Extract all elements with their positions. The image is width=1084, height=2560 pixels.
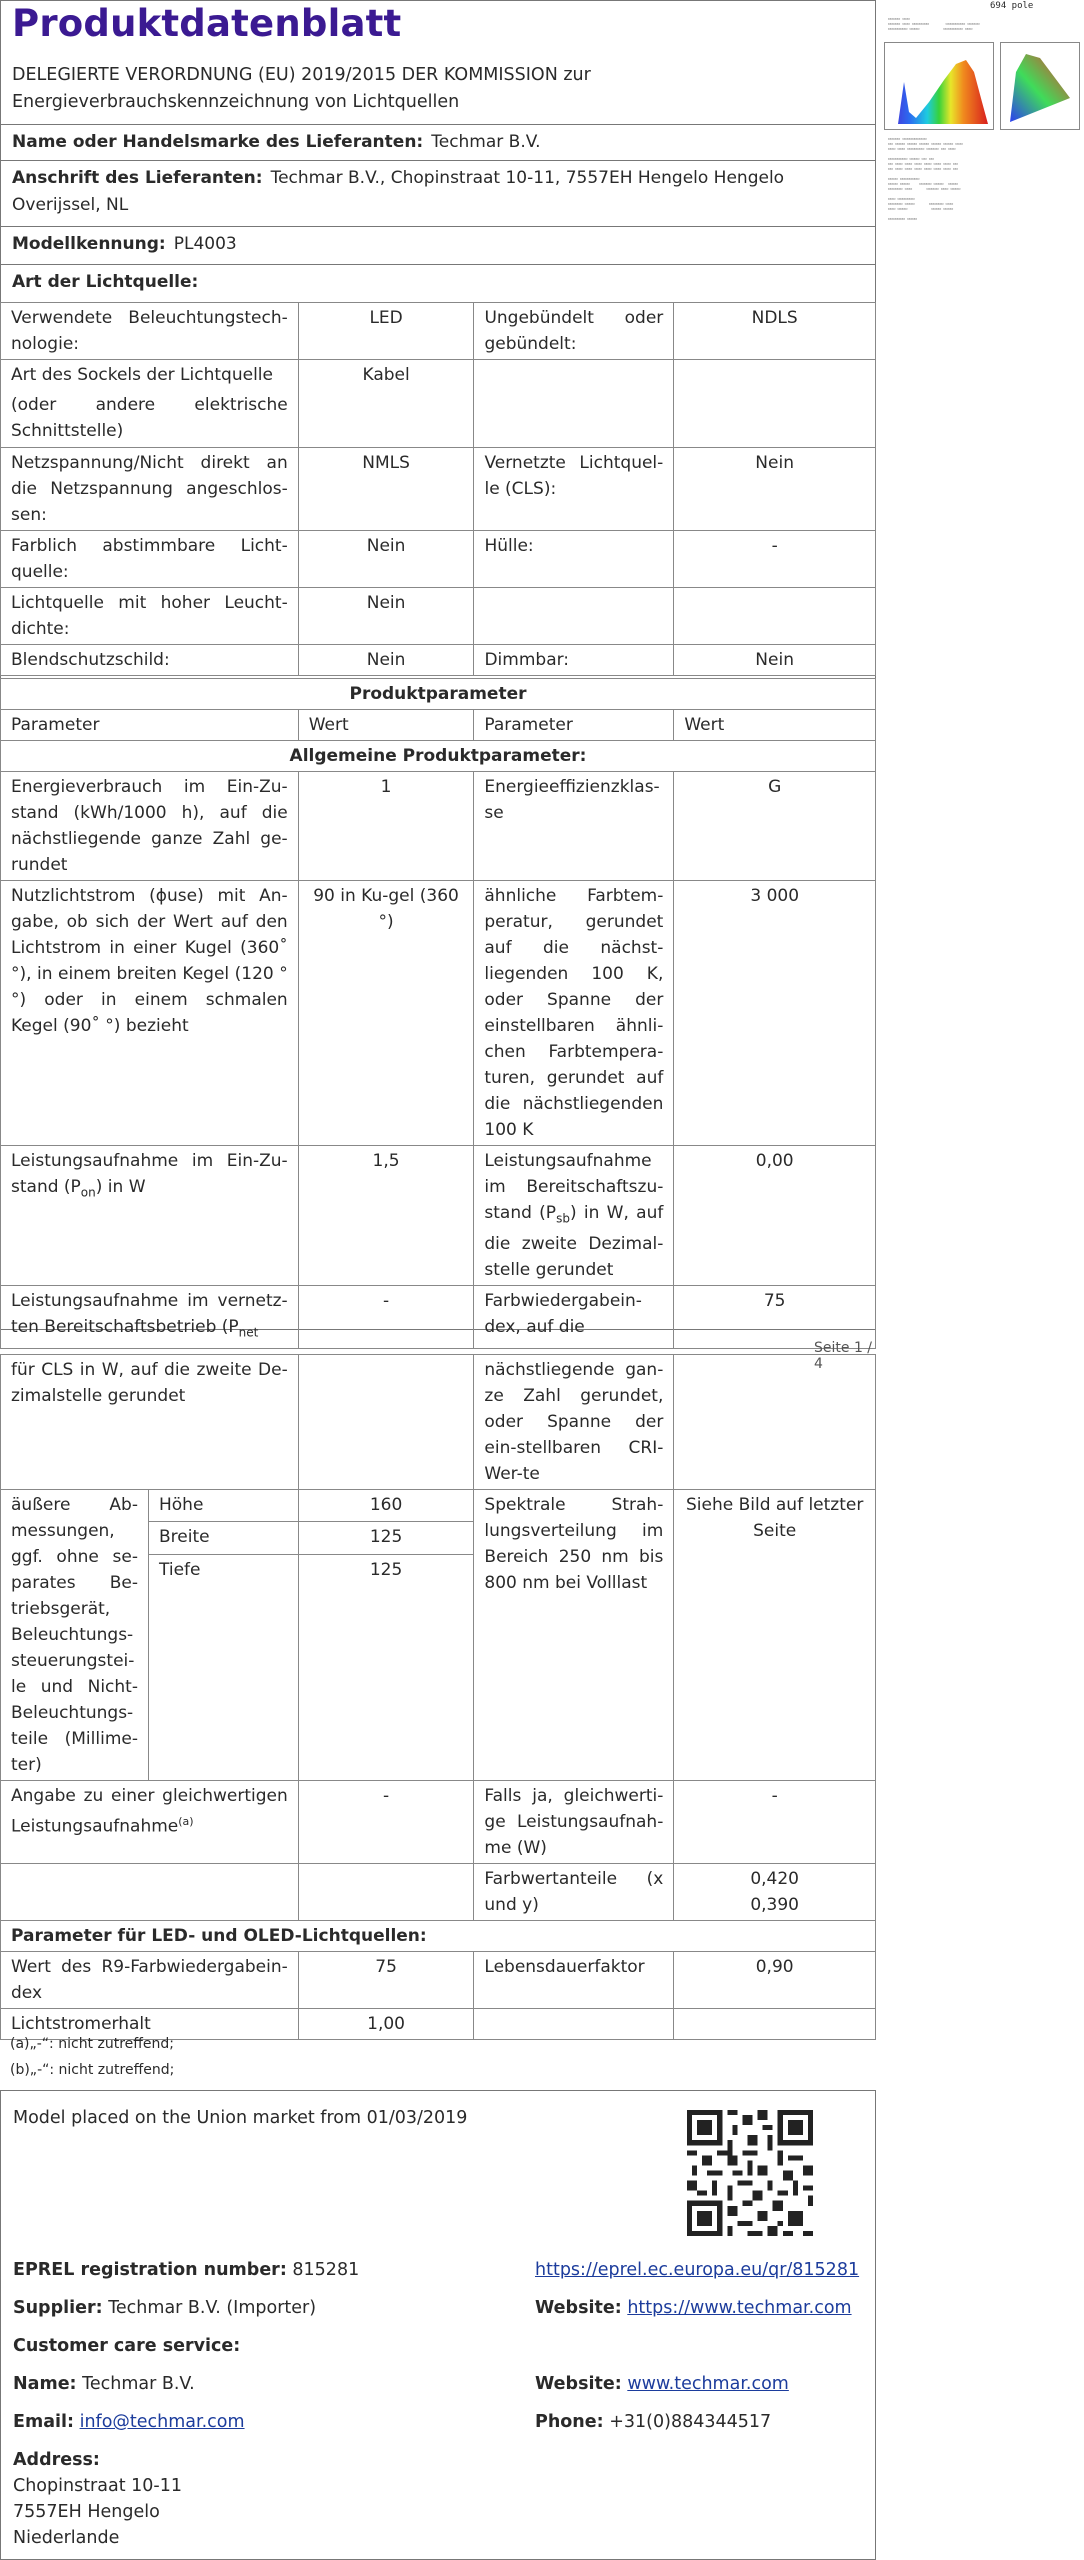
- cell-label: Farbwiedergabein-dex, auf die: [474, 1286, 674, 1348]
- footnote-ref: (a): [178, 1815, 194, 1828]
- parameter-table-continued: [0, 1354, 876, 2040]
- qr-code-icon: [687, 2110, 813, 2236]
- cell-value: Nein: [298, 531, 474, 588]
- cell-label: Vernetzte Lichtquel-le (CLS):: [474, 448, 674, 531]
- side-text-block-2: ▭▭▭▭▭ ▭▭▭▭▭▭▭▭▭▭ ▭▭ ▭▭▭▭ ▭▭▭▭ ▭▭▭▭ ▭▭▭▭ ▭▭▭▭ ▭▭▭ ▭▭▭ ▭▭▭ ▭▭▭▭▭▭▭ ▭▭▭▭▭ ▭▭ ▭▭▭ ▭▭▭▭▭▭▭▭ ▭▭▭▭ ▭▭ ▭▭ ▭▭ ▭▭▭ ▭▭▭ ▭▭▭ ▭▭▭ ▭▭▭ ▭▭▭ ▭▭ ▭▭ ▭▭▭ ▭▭▭ ▭▭▭ ▭▭▭ ▭▭▭ ▭▭▭ ▭▭ ▭▭▭▭ ▭▭▭▭▭▭▭▭ ▭▭▭▭ ▭▭▭▭ ▭▭▭▭▭ ▭▭▭▭ ▭▭▭▭ ▭▭▭▭▭▭ ▭▭▭ ▭▭▭▭▭ ▭▭▭ ▭▭▭▭ ▭▭▭ ▭▭▭▭▭▭▭ ▭▭▭▭▭▭ ▭▭▭▭ ▭▭▭▭▭▭ ▭▭▭ ▭▭▭ ▭▭▭▭ ▭▭▭▭ ▭▭▭▭ ▭▭▭▭▭▭▭ ▭▭▭▭: [888, 136, 963, 221]
- cell-label: [1, 360, 299, 448]
- supplier-address-value: Techmar B.V., Chopinstraat 10-11, 7557EH Hengelo Hengelo Overijssel, NL: [12, 168, 785, 215]
- standby-label: Leistungsaufnahme im Bereitschaftszu-stand (P: [484, 1151, 664, 1223]
- cell-value: 1,00: [298, 2009, 474, 2040]
- lightsource-table: [0, 302, 876, 676]
- eprel-registration: [13, 2257, 359, 2283]
- table-row: [1, 303, 876, 360]
- socket-label: Art des Sockels der Lichtquelle: [11, 365, 273, 385]
- column-header: Wert: [674, 710, 876, 741]
- cell-value: Nein: [674, 645, 876, 676]
- care-phone: [535, 2409, 771, 2435]
- cell-value: 1: [298, 772, 474, 881]
- cell-value: -: [298, 1781, 474, 1864]
- customer-care-label: Customer care service:: [13, 2336, 241, 2356]
- cell-value: NDLS: [674, 303, 876, 360]
- spectral-label: Spektrale Strah-lungsverteilung im Bereich 250 nm bis 800 nm bei Volllast: [474, 1490, 674, 1781]
- column-header: Parameter: [1, 710, 299, 741]
- socket-label-note: (oder andere elektrische Schnittstelle): [11, 395, 288, 441]
- supplier-label: Supplier:: [13, 2298, 103, 2318]
- address-line-2: 7557EH Hengelo: [13, 2502, 160, 2522]
- email-label: Email:: [13, 2412, 74, 2432]
- supplier-name-label: Name oder Handelsmarke des Lieferanten:: [12, 132, 424, 152]
- lightsource-type-label: Art der Lichtquelle:: [12, 272, 199, 292]
- address-block: [13, 2447, 182, 2551]
- table-row: [1, 645, 876, 676]
- website-label: Website:: [535, 2298, 622, 2318]
- height-value: 160: [298, 1490, 474, 1522]
- model-label: Modellkennung:: [12, 234, 166, 254]
- side-text-block: ▭▭▭▭▭ ▭▭▭ ▭▭▭▭▭ ▭▭▭ ▭▭▭▭▭▭▭ ▭▭▭▭▭▭▭▭ ▭▭▭▭▭ ▭▭▭▭▭▭▭▭ ▭▭▭▭ ▭▭▭▭▭▭▭▭ ▭▭▭: [888, 16, 980, 31]
- spectrum-chart-icon: [884, 42, 994, 130]
- cell-value: 75: [674, 1286, 876, 1348]
- lightsource-type-row: [0, 264, 876, 300]
- care-name: [13, 2371, 195, 2397]
- cell-label: [474, 1146, 674, 1286]
- cell-label: Dimmbar:: [474, 645, 674, 676]
- customer-care-heading: [13, 2333, 240, 2359]
- cell-value: Kabel: [298, 360, 474, 448]
- empty-cell: [474, 588, 674, 645]
- cell-label: Blendschutzschild:: [1, 645, 299, 676]
- power-on-label: Leistungsaufnahme im Ein-Zu-stand (P: [11, 1151, 288, 1197]
- empty-cell: [674, 2009, 876, 2040]
- model-value: PL4003: [173, 234, 237, 254]
- cell-label: Netzspannung/Nicht direkt an die Netzspannung angeschlos-sen:: [1, 448, 299, 531]
- footnote-b: (b)„-“: nicht zutreffend;: [10, 2062, 175, 2078]
- empty-cell: [674, 360, 876, 448]
- height-label: Höhe: [148, 1490, 298, 1522]
- section-subtitle: Allgemeine Produktparameter:: [1, 741, 876, 772]
- cell-label: Wert des R9-Farbwiedergabein-dex: [1, 1952, 299, 2009]
- cell-label: Lichtquelle mit hoher Leucht-dichte:: [1, 588, 299, 645]
- name-value: Techmar B.V.: [82, 2374, 195, 2394]
- chromaticity-y: 0,390: [750, 1895, 799, 1915]
- eprel-link[interactable]: https://eprel.ec.europa.eu/qr/815281: [535, 2260, 860, 2280]
- cell-value: 75: [298, 1952, 474, 2009]
- parameter-table: [0, 678, 876, 1349]
- website-link[interactable]: https://www.techmar.com: [627, 2298, 852, 2318]
- cell-label: Energieverbrauch im Ein-Zu-stand (kWh/1000 h), auf die nächstliegende ganze Zahl ge-rundet: [1, 772, 299, 881]
- cell-value: 1,5: [298, 1146, 474, 1286]
- section-title: Produktparameter: [1, 679, 876, 710]
- phone-label: Phone:: [535, 2412, 604, 2432]
- table-row: [1, 588, 876, 645]
- cell-label: Lebensdauerfaktor: [474, 1952, 674, 2009]
- power-on-subscript: on: [80, 1185, 96, 1200]
- cell-label: Verwendete Beleuchtungstech-nologie:: [1, 303, 299, 360]
- supplier-value: Techmar B.V. (Importer): [108, 2298, 317, 2318]
- supplier-address-row: [0, 160, 876, 223]
- depth-value: 125: [298, 1554, 474, 1780]
- address-label: Address:: [13, 2450, 100, 2470]
- cell-label: Lichtstromerhalt: [1, 2009, 299, 2040]
- cell-label: für CLS in W, auf die zweite De-zimalstelle gerundet: [1, 1355, 299, 1490]
- supplier-line: [13, 2295, 316, 2321]
- table-row: [1, 1864, 876, 1921]
- cell-value: Nein: [298, 588, 474, 645]
- cell-value: G: [674, 772, 876, 881]
- table-row: [1, 448, 876, 531]
- table-row: [1, 772, 876, 881]
- empty-cell: [474, 2009, 674, 2040]
- page-title: Produktdatenblatt: [12, 2, 402, 45]
- cell-label: [1, 1146, 299, 1286]
- cell-value: Nein: [298, 645, 474, 676]
- standby-subscript: sb: [556, 1211, 570, 1226]
- table-row: [1, 360, 876, 448]
- eprel-footer: [0, 2090, 876, 2560]
- cell-label: Farbwertanteile (x und y): [474, 1864, 674, 1921]
- spectral-value: Siehe Bild auf letzter Seite: [674, 1490, 876, 1781]
- cell-label: Nutzlichtstrom (ϕuse) mit An-gabe, ob sich der Wert auf den Lichtstrom in einer Kugel (360˚ °), in einem breiten Kegel (120 °°) oder in einem schmalen Kegel (90˚ °) bezieht: [1, 881, 299, 1146]
- power-on-label-end: ) in W: [95, 1177, 146, 1197]
- cell-value: 90 in Ku-gel (360 °): [298, 881, 474, 1146]
- side-heading: 694 pole: [990, 1, 1034, 11]
- cell-label: [1, 1286, 299, 1348]
- side-page-thumbnail: [880, 0, 1084, 240]
- depth-label: Tiefe: [148, 1554, 298, 1780]
- table-row: [1, 1286, 876, 1348]
- table-row: [1, 531, 876, 588]
- dimensions-label: äußere Ab-messungen, ggf. ohne se-parates Be-triebsgerät, Beleuchtungs-steuerungstei-le und Nicht-Beleuchtungs-teile (Millime-ter): [1, 1490, 149, 1781]
- cell-value: 3 000: [674, 881, 876, 1146]
- cell-value: Nein: [674, 448, 876, 531]
- care-website-link[interactable]: www.techmar.com: [627, 2374, 789, 2394]
- column-header: Wert: [298, 710, 474, 741]
- table-row: [1, 741, 876, 772]
- page-number: Seite 1 / 4: [814, 1340, 873, 1372]
- table-row: [1, 1781, 876, 1864]
- empty-cell: [298, 1355, 474, 1490]
- regulation-text: DELEGIERTE VERORDNUNG (EU) 2019/2015 DER KOMMISSION zur Energieverbrauchskennzeichnung von Lichtquellen: [12, 65, 591, 112]
- cell-value: -: [674, 1781, 876, 1864]
- supplier-name-value: Techmar B.V.: [431, 132, 541, 152]
- empty-cell: [298, 1864, 474, 1921]
- cell-label: Hülle:: [474, 531, 674, 588]
- table-header-row: [1, 710, 876, 741]
- cell-label: Energieeffizienzklas-se: [474, 772, 674, 881]
- cie-diagram-icon: [1000, 42, 1080, 130]
- supplier-address-label: Anschrift des Lieferanten:: [12, 168, 263, 188]
- standby-label-end: ) in W, auf die zweite Dezimal-stelle gerundet: [484, 1203, 664, 1281]
- cell-label: Falls ja, gleichwerti-ge Leistungsaufnah-me (W): [474, 1781, 674, 1864]
- table-row: [1, 1355, 876, 1490]
- address-line-1: Chopinstraat 10-11: [13, 2476, 182, 2496]
- table-row: [1, 1921, 876, 1952]
- section-subtitle: Parameter für LED- und OLED-Lichtquellen:: [1, 1921, 876, 1952]
- table-row: [1, 1952, 876, 2009]
- cell-value: 0,00: [674, 1146, 876, 1286]
- care-email: [13, 2409, 245, 2435]
- empty-cell: [674, 588, 876, 645]
- eprel-label: EPREL registration number:: [13, 2260, 287, 2280]
- email-link[interactable]: info@techmar.com: [79, 2412, 245, 2432]
- column-header: Parameter: [474, 710, 674, 741]
- phone-value: +31(0)884344517: [609, 2412, 772, 2432]
- cell-value: -: [298, 1286, 474, 1348]
- table-row: [1, 1490, 876, 1522]
- market-date: Model placed on the Union market from 01/03/2019: [13, 2108, 468, 2128]
- chromaticity-x: 0,420: [750, 1869, 799, 1889]
- cell-value: 0,90: [674, 1952, 876, 2009]
- supplier-website: [535, 2295, 852, 2321]
- cell-value: LED: [298, 303, 474, 360]
- cell-value: [674, 1864, 876, 1921]
- cell-value: -: [674, 531, 876, 588]
- website2-label: Website:: [535, 2374, 622, 2394]
- equivalent-power-label: Angabe zu einer gleichwertigen Leistungsaufnahme: [11, 1786, 288, 1837]
- name-label: Name:: [13, 2374, 77, 2394]
- cell-label: Farblich abstimmbare Licht-quelle:: [1, 531, 299, 588]
- table-row: [1, 679, 876, 710]
- empty-cell: [1, 1864, 299, 1921]
- table-row: [1, 1146, 876, 1286]
- supplier-name-row: [0, 124, 876, 160]
- eprel-number: 815281: [292, 2260, 360, 2280]
- cell-label: ähnliche Farbtem-peratur, gerundet auf die nächst-liegenden 100 K, oder Spanne der einstellbaren ähnli-chen Farbtempera-turen, gerundet auf die nächstliegenden 100 K: [474, 881, 674, 1146]
- model-row: [0, 226, 876, 262]
- width-value: 125: [298, 1522, 474, 1554]
- footnote-a: (a)„-“: nicht zutreffend;: [10, 2036, 175, 2052]
- cell-value: NMLS: [298, 448, 474, 531]
- empty-cell: [474, 360, 674, 448]
- cell-label: nächstliegende gan-ze Zahl gerundet, oder Spanne der ein-stellbaren CRI-Wer-te: [474, 1355, 674, 1490]
- cell-label: [1, 1781, 299, 1864]
- networked-standby-subscript: net: [238, 1325, 259, 1340]
- table-row: [1, 881, 876, 1146]
- empty-cell: [674, 1355, 876, 1490]
- care-website: [535, 2371, 789, 2397]
- address-line-3: Niederlande: [13, 2528, 120, 2548]
- networked-standby-label: Leistungsaufnahme im vernetz-ten Bereitschaftsbetrieb (P: [11, 1291, 288, 1338]
- width-label: Breite: [148, 1522, 298, 1554]
- cell-label: Ungebündelt oder gebündelt:: [474, 303, 674, 360]
